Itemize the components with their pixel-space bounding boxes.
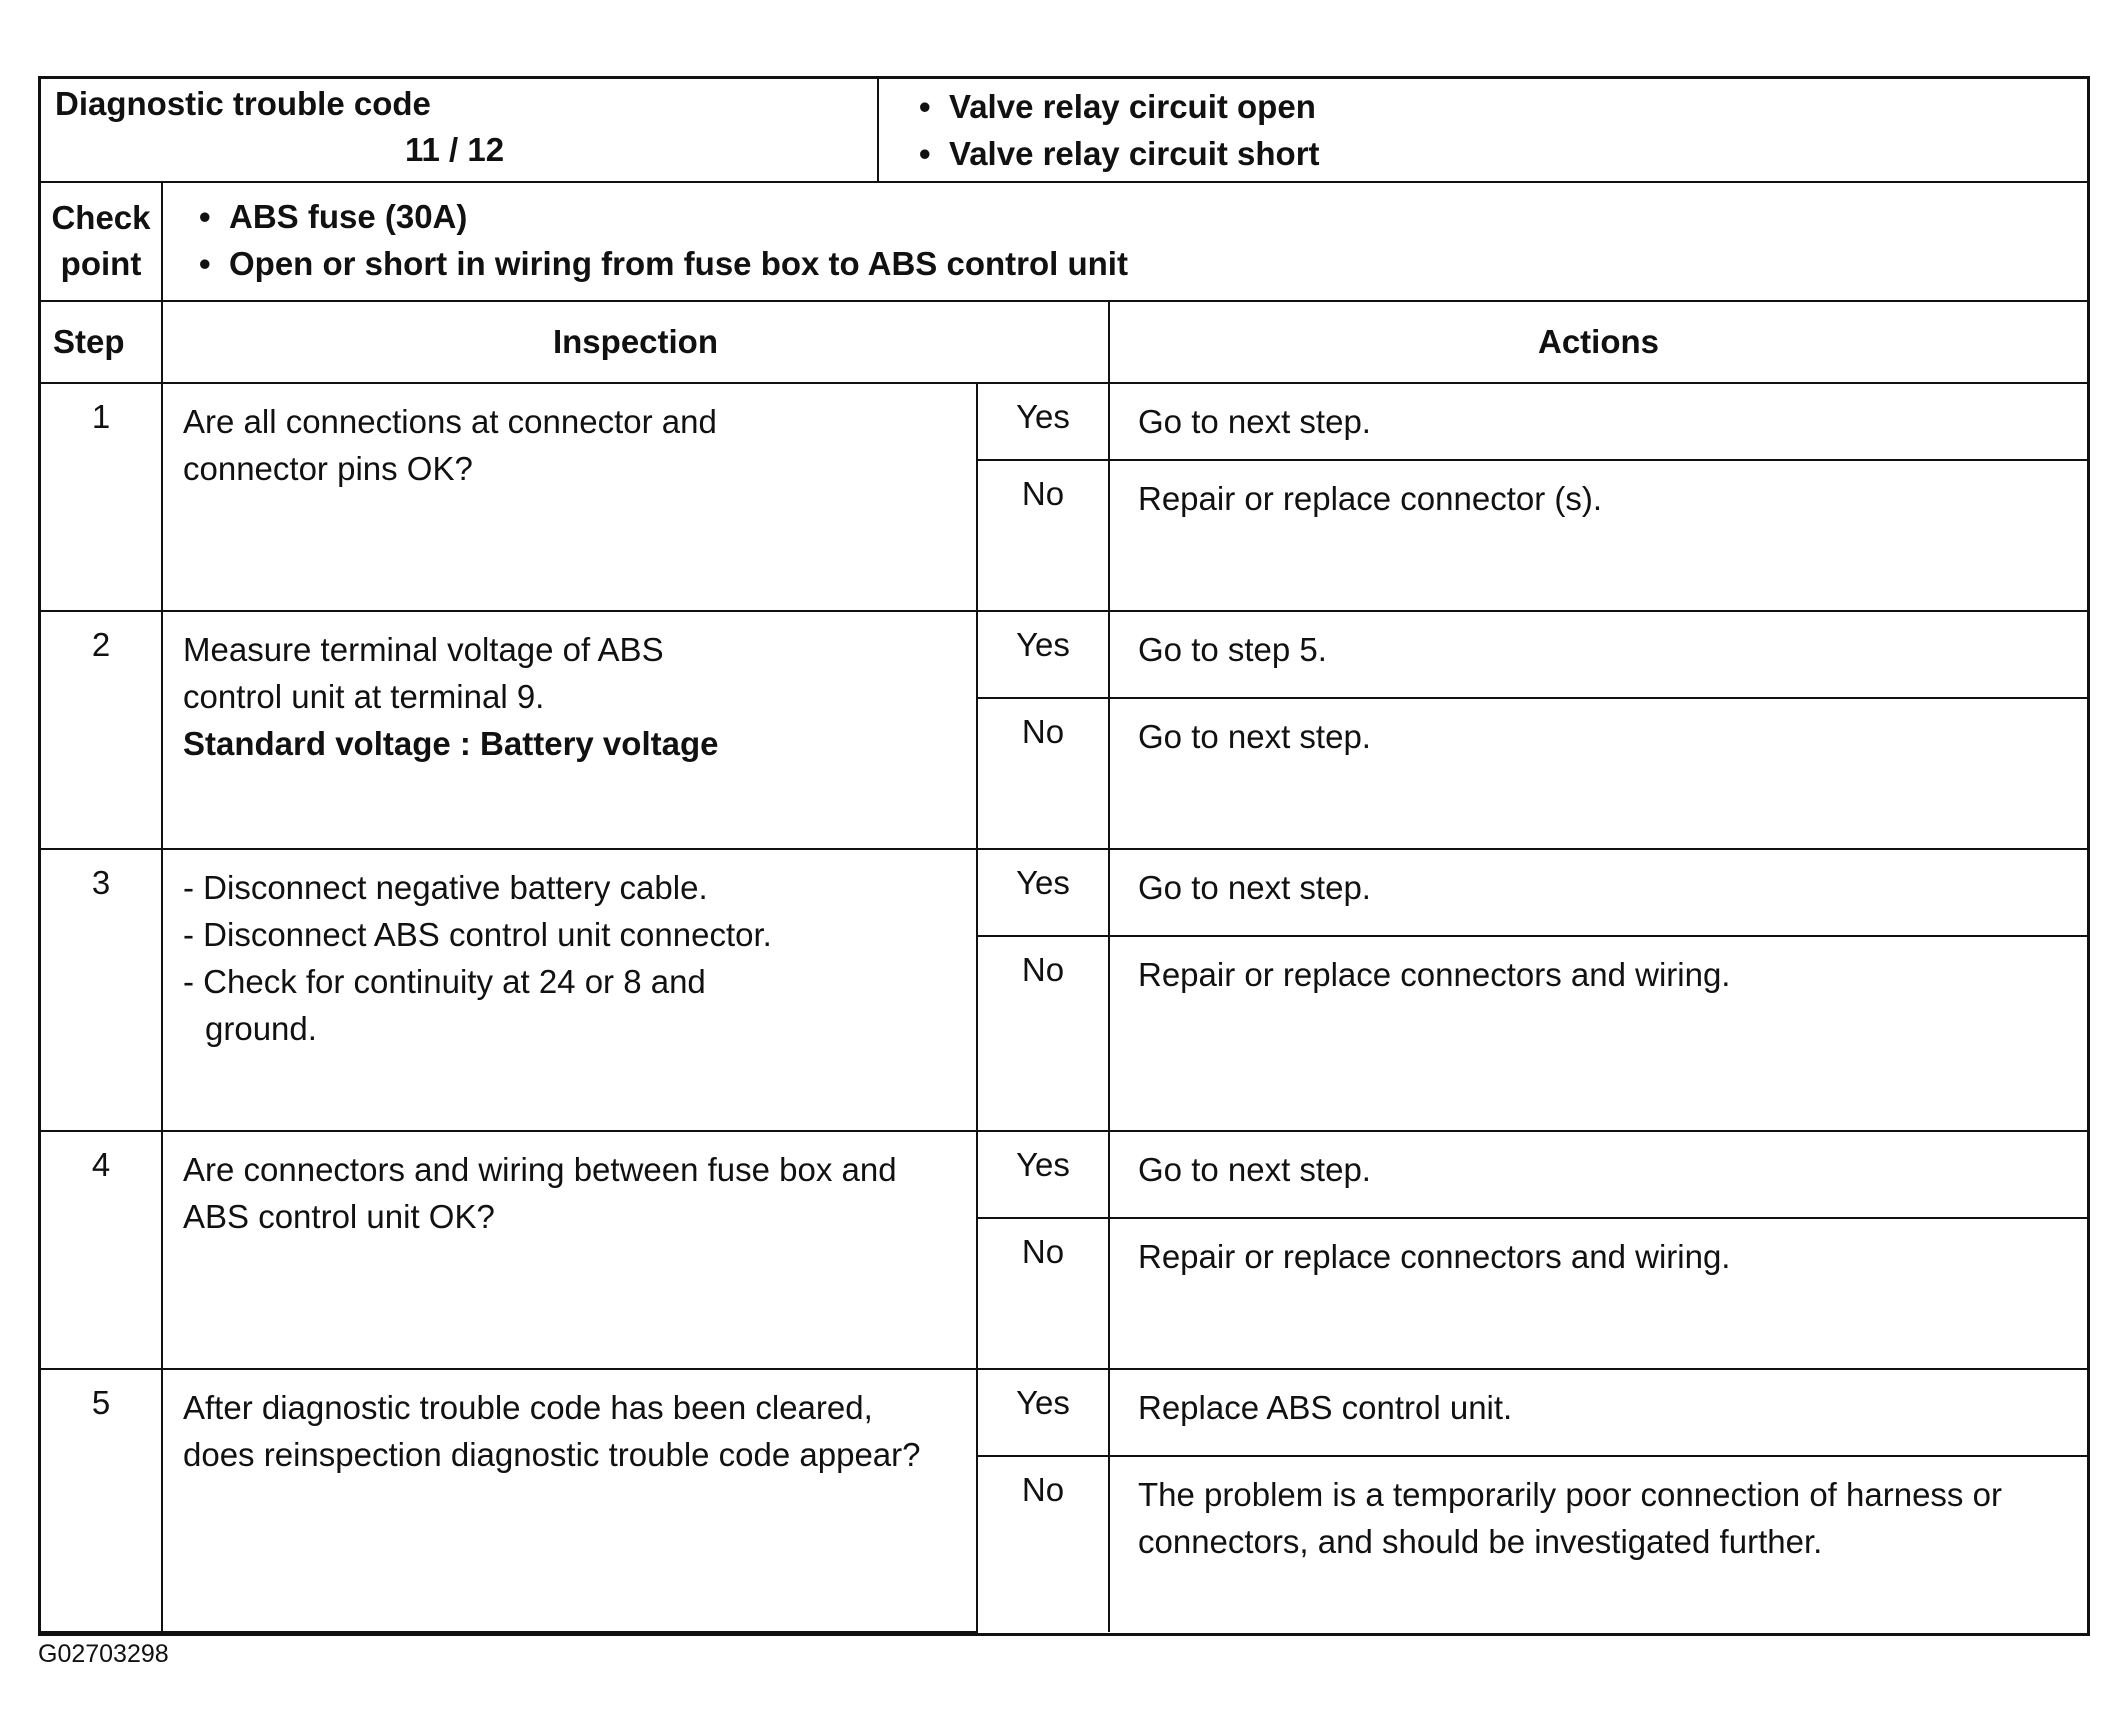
- column-inspection: Inspection: [162, 302, 1109, 383]
- no-action: The problem is a temporarily poor connection of harness or connectors, and should be investigated further.: [1109, 1456, 2087, 1632]
- no-label: No: [977, 698, 1109, 849]
- yes-action: Go to next step.: [1109, 849, 2087, 936]
- step-number: 3: [41, 849, 162, 1131]
- step-number: 1: [41, 383, 162, 611]
- yes-label: Yes: [977, 383, 1109, 460]
- inspection-text: Are connectors and wiring between fuse box and ABS control unit OK?: [162, 1131, 977, 1369]
- dtc-code: 11 / 12: [405, 131, 505, 168]
- check-point-item: • ABS fuse (30A): [199, 193, 2087, 240]
- step-number: 5: [41, 1369, 162, 1632]
- step-number: 2: [41, 611, 162, 849]
- column-step: Step: [41, 302, 162, 383]
- inspection-text: Are all connections at connector and connector pins OK?: [162, 383, 977, 611]
- yes-action: Go to next step.: [1109, 1131, 2087, 1218]
- no-action: Repair or replace connectors and wiring.: [1109, 936, 2087, 1131]
- yes-label: Yes: [977, 1369, 1109, 1456]
- inspection-text: After diagnostic trouble code has been cleared, does reinspection diagnostic trouble code appear?: [162, 1369, 977, 1632]
- inspection-text: Measure terminal voltage of ABS control unit at terminal 9. Standard voltage : Battery voltage: [162, 611, 977, 849]
- inspection-text: - Disconnect negative battery cable. - Disconnect ABS control unit connector. - Check for continuity at 24 or 8 and ground.: [162, 849, 977, 1131]
- table-row: [41, 1369, 2087, 1456]
- table-row: [41, 383, 2087, 460]
- dtc-label-cell: [41, 79, 878, 182]
- no-label: No: [977, 1218, 1109, 1369]
- yes-action: Go to next step.: [1109, 383, 2087, 460]
- dtc-label: Diagnostic trouble code: [55, 85, 431, 122]
- yes-label: Yes: [977, 849, 1109, 936]
- no-label: No: [977, 936, 1109, 1131]
- check-point-table: [41, 183, 2087, 302]
- no-action: Go to next step.: [1109, 698, 2087, 849]
- standard-voltage: Standard voltage : Battery voltage: [183, 725, 719, 762]
- dtc-header-table: [41, 79, 2087, 183]
- check-point-label: Check point: [41, 183, 162, 301]
- dtc-item: • Valve relay circuit short: [919, 130, 2087, 177]
- figure-code: G02703298: [38, 1640, 169, 1668]
- dtc-items: [878, 79, 2087, 182]
- step-number: 4: [41, 1131, 162, 1369]
- column-header-row: [41, 302, 2087, 383]
- column-actions: Actions: [1109, 302, 2087, 383]
- check-point-item: • Open or short in wiring from fuse box to ABS control unit: [199, 240, 2087, 287]
- no-label: No: [977, 1456, 1109, 1632]
- table-row: [41, 611, 2087, 698]
- check-point-items: [162, 183, 2087, 301]
- yes-label: Yes: [977, 611, 1109, 698]
- inspection-table: [41, 302, 2087, 1633]
- yes-action: Replace ABS control unit.: [1109, 1369, 2087, 1456]
- no-action: Repair or replace connector (s).: [1109, 460, 2087, 611]
- table-row: [41, 849, 2087, 936]
- no-label: No: [977, 460, 1109, 611]
- diagnostic-sheet: [38, 76, 2090, 1636]
- table-row: [41, 1131, 2087, 1218]
- yes-label: Yes: [977, 1131, 1109, 1218]
- yes-action: Go to step 5.: [1109, 611, 2087, 698]
- no-action: Repair or replace connectors and wiring.: [1109, 1218, 2087, 1369]
- dtc-item: • Valve relay circuit open: [919, 83, 2087, 130]
